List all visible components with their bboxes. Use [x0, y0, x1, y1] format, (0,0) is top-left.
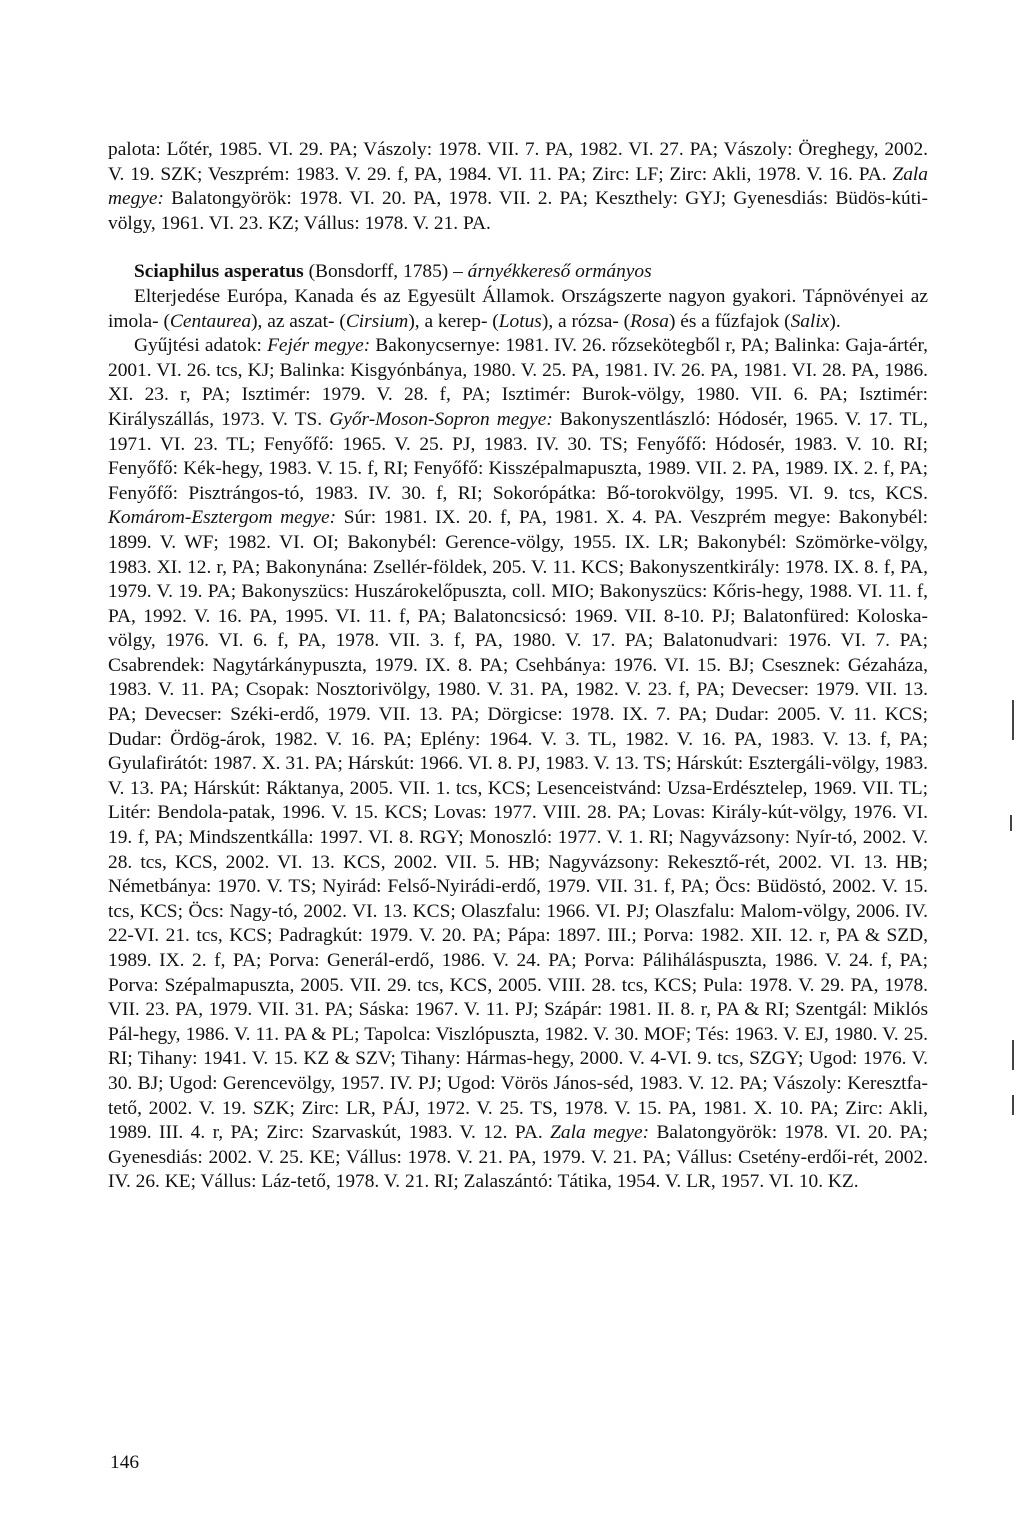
plant-cirsium: Cirsium: [345, 310, 409, 332]
distribution-paragraph: [108, 285, 928, 334]
plant-rosa: Rosa: [630, 310, 669, 332]
plant-sep: ), az aszat- (: [251, 310, 346, 332]
fejer-county-label: Fejér megye:: [267, 335, 371, 357]
intro-zala-text: Balatongyörök: 1978. VI. 20. PA, 1978. VII. 2. PA; Keszthely: GYJ; Gyenesdiás: Büdös-kúti-völgy, 1961. VI. 23. KZ; Vállus: 1978. V. 21. PA.: [108, 188, 928, 234]
plant-lotus: Lotus: [498, 310, 542, 332]
plant-sep: ) és a fűzfajok (: [668, 310, 791, 332]
collection-intro: Gyűjtési adatok:: [134, 335, 268, 357]
scan-artifact: [1010, 815, 1012, 831]
plant-sep: ), a kerep- (: [408, 310, 499, 332]
gyor-records: Bakonyszentlászló: Hódosér, 1965. V. 17. TL, 1971. VI. 23. TL; Fenyőfő: 1965. V. 25. PJ, 1983. IV. 30. TS; Fenyőfő: Hódosér, 1983. V. 10. RI; Fenyőfő: Kék-hegy, 1983. V. 15. f, RI; Fenyőfő: Kisszépalmapuszta, 1989. VII. 2. PA, 1989. IX. 2. f, PA; Fenyőfő: Pisztrángos-tó, 1983. IV. 30. f, RI; Sokorópátka: Bő-torokvölgy, 1995. VI. 9. tcs, KCS.: [108, 408, 928, 504]
intro-text: palota: Lőtér, 1985. VI. 29. PA; Vászoly: 1978. VII. 7. PA, 1982. VI. 27. PA; Vászoly: Öreghegy, 2002. V. 19. SZK; Veszprém: 1983. V. 29. f, PA, 1984. VI. 11. PA; Zirc: LF; Zirc: Akli, 1978. V. 16. PA.: [108, 139, 928, 185]
document-page: [108, 138, 928, 1195]
komarom-veszprem-records: Súr: 1981. IX. 20. f, PA, 1981. X. 4. PA. Veszprém megye: Bakonybél: 1899. V. WF; 1982. VI. OI; Bakonybél: Gerence-völgy, 1955. IX. LR; Bakonybél: Szömörke-völgy, 1983. XI. 12. r, PA; Bakonynána: Zsellér-földek, 205. V. 11. KCS; Bakonyszentkirály: 1978. IX. 8. f, PA, 1979. V. 19. PA; Bakonyszücs: Huszárokelőpuszta, coll. MIO; Bakonyszücs: Kőris-hegy, 1988. VI. 11. f, PA, 1992. V. 16. PA, 1995. VI. 11. f, PA; Balatoncsicsó: 1969. VII. 8-10. PJ; Balatonfüred: Koloska-völgy, 1976. VI. 6. f, PA, 1978. VII. 3. f, PA, 1980. V. 17. PA; Balatonudvari: 1976. VI. 7. PA; Csabrendek: Nagytárkánypuszta, 1979. IX. 8. PA; Csehbánya: 1976. VI. 15. BJ; Csesznek: Gézaháza, 1983. V. 11. PA; Csopak: Nosztorivölgy, 1980. V. 31. PA, 1982. V. 23. f, PA; Devecser: 1979. VII. 13. PA; Devecser: Széki-erdő, 1979. VII. 13. PA; Dörgicse: 1978. IX. 7. PA; Dudar: 2005. V. 11. KCS; Dudar: Ördög-árok, 1982. V. 16. PA; Eplény: 1964. V. 3. TL, 1982. V. 16. PA, 1983. V. 13. f, PA; Gyulafirátót: 1987. X. 31. PA; Hárskút: 1966. VI. 8. PJ, 1983. V. 13. TS; Hárskút: Esztergáli-völgy, 1983. V. 13. PA; Hárskút: Ráktanya, 2005. VII. 1. tcs, KCS; Lesenceistvánd: Uzsa-Erdésztelep, 1969. VII. TL; Litér: Bendola-patak, 1996. V. 15. KCS; Lovas: 1977. VIII. 28. PA; Lovas: Király-kút-völgy, 1976. VI. 19. f, PA; Mindszentkálla: 1997. VI. 8. RGY; Monoszló: 1977. V. 1. RI; Nagyvázsony: Nyír-tó, 2002. V. 28. tcs, KCS, 2002. VI. 13. KCS, 2002. VII. 5. HB; Nagyvázsony: Rekesztő-rét, 2002. VI. 13. HB; Németbánya: 1970. V. TS; Nyirád: Felső-Nyirádi-erdő, 1979. VII. 31. f, PA; Öcs: Büdöstó, 2002. V. 15. tcs, KCS; Öcs: Nagy-tó, 2002. VI. 13. KCS; Olaszfalu: 1966. VI. PJ; Olaszfalu: Malom-völgy, 2006. IV. 22-VI. 21. tcs, KCS; Padragkút: 1979. V. 20. PA; Pápa: 1897. III.; Porva: 1982. XII. 12. r, PA & SZD, 1989. IX. 2. f, PA; Porva: Generál-erdő, 1986. V. 24. PA; Porva: Páliháláspuszta, 1986. V. 24. f, PA; Porva: Szépalmapuszta, 2005. VII. 29. tcs, KCS, 2005. VIII. 28. tcs, KCS; Pula: 1978. V. 29. PA, 1978. VII. 23. PA, 1979. VII. 31. PA; Sáska: 1967. V. 11. PJ; Szápár: 1981. II. 8. r, PA & RI; Szentgál: Miklós Pál-hegy, 1986. V. 11. PA & PL; Tapolca: Viszlópuszta, 1982. V. 30. MOF; Tés: 1963. V. EJ, 1980. V. 25. RI; Tihany: 1941. V. 15. KZ & SZV; Tihany: Hármas-hegy, 2000. V. 4-VI. 9. tcs, SZGY; Ugod: 1976. V. 30. BJ; Ugod: Gerencevölgy, 1957. IV. PJ; Ugod: Vörös János-séd, 1983. V. 12. PA; Vászoly: Keresztfa-tető, 2002. V. 19. SZK; Zirc: LR, PÁJ, 1972. V. 25. TS, 1978. V. 15. PA, 1981. X. 10. PA; Zirc: Akli, 1989. III. 4. r, PA; Zirc: Szarvaskút, 1983. V. 12. PA.: [108, 507, 928, 1144]
species-common-name: árnyékkereső ormányos: [467, 261, 652, 283]
page-number: 146: [110, 1452, 140, 1473]
zala-records: Balatongyörök: 1978. VI. 20. PA; Gyenesdiás: 2002. V. 25. KE; Vállus: 1978. V. 21. PA, 1979. V. 21. PA; Vállus: Csetény-erdői-rét, 2002. IV. 26. KE; Vállus: Láz-tető, 1978. V. 21. RI; Zalaszántó: Tátika, 1954. V. LR, 1957. VI. 10. KZ.: [108, 1122, 928, 1193]
plant-sep: ), a rózsa- (: [541, 310, 631, 332]
plant-centaurea: Centaurea: [169, 310, 252, 332]
distribution-text: Elterjedése Európa, Kanada és az Egyesült Államok. Országszerte nagyon gyakori. Tápnövényei az imola- (: [108, 285, 928, 332]
zala-county-label: Zala megye:: [108, 163, 928, 210]
scan-artifact: [1012, 700, 1014, 740]
collection-paragraph: [108, 334, 928, 1195]
scan-artifact: [1012, 1095, 1014, 1115]
gyor-county-label: Győr-Moson-Sopron megye:: [329, 408, 553, 430]
fejer-records: Bakonycsernye: 1981. IV. 26. rőzsekötegből r, PA; Balinka: Gaja-ártér, 2001. VI. 26. tcs, KJ; Balinka: Kisgyónbánya, 1980. V. 25. PA, 1981. IV. 26. PA, 1981. VI. 28. PA, 1986. XI. 23. r, PA; Isztimér: 1979. V. 28. f, PA; Isztimér: Burok-völgy, 1980. VII. 6. PA; Isztimér: Királyszállás, 1973. V. TS.: [108, 335, 929, 430]
species-authority: (Bonsdorff, 1785) –: [303, 261, 468, 283]
zala-county-label: Zala megye:: [550, 1122, 650, 1144]
scan-artifact: [1012, 1040, 1014, 1070]
species-heading: [108, 260, 928, 285]
plant-sep: ).: [829, 310, 841, 332]
komarom-county-label: Komárom-Esztergom megye:: [108, 507, 337, 529]
plant-salix: Salix: [790, 310, 830, 332]
intro-paragraph: [108, 138, 928, 236]
species-name: Sciaphilus asperatus: [134, 261, 304, 283]
